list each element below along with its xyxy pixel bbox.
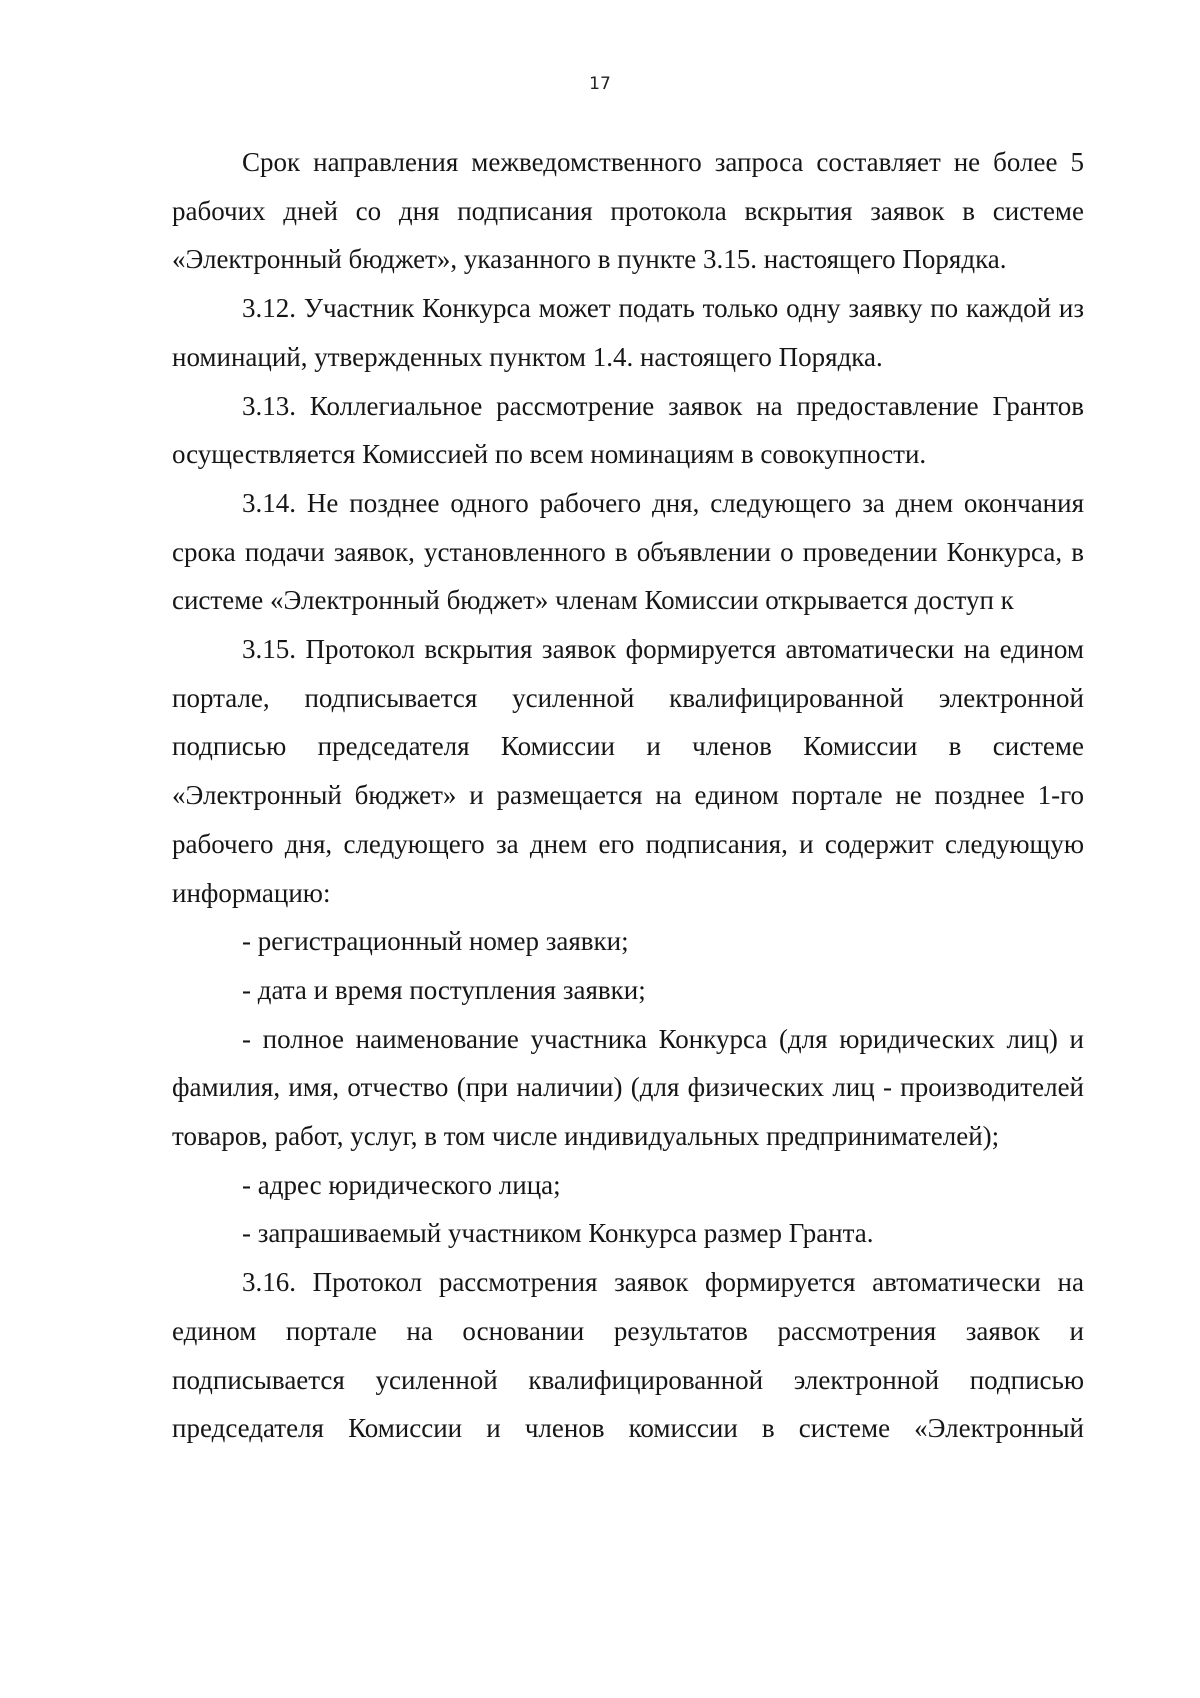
paragraph-3-12: 3.12. Участник Конкурса может подать только одну заявку по каждой из номинаций, утвержденных пунктом 1.4. настоящего Порядка.	[172, 293, 1084, 372]
document-body	[172, 138, 1084, 1453]
list-item-registration-number: - регистрационный номер заявки;	[242, 926, 629, 957]
paragraph-3-16: 3.16. Протокол рассмотрения заявок формируется автоматически на едином портале на основании результатов рассмотрения заявок и подписывается усиленной квалифицированной электронной подписью председателя Комиссии и членов комиссии в системе «Электронный	[172, 1267, 1084, 1444]
list-item-date-time: - дата и время поступления заявки;	[242, 974, 646, 1005]
paragraph-3-13: 3.13. Коллегиальное рассмотрение заявок на предоставление Грантов осуществляется Комиссией по всем номинациям в совокупности.	[172, 390, 1084, 470]
paragraph-3-14: 3.14. Не позднее одного рабочего дня, следующего за днем окончания срока подачи заявок, установленного в объявлении о проведении Конкурса, в системе «Электронный бюджет» членам Комиссии открывается доступ к	[172, 487, 1084, 616]
list-item-legal-address: - адрес юридического лица;	[242, 1169, 561, 1200]
list-item-grant-amount: - запрашиваемый участником Конкурса размер Гранта.	[242, 1218, 874, 1249]
paragraph-request-deadline: Срок направления межведомственного запроса составляет не более 5 рабочих дней со дня подписания протокола вскрытия заявок в системе «Электронный бюджет», указанного в пункте 3.15. настоящего Порядка.	[172, 147, 1084, 275]
list-item-full-name: - полное наименование участника Конкурса (для юридических лиц) и фамилия, имя, отчество (при наличии) (для физических лиц - производителей товаров, работ, услуг, в том числе индивидуальных предпринимателей);	[172, 1023, 1084, 1152]
page-number: 17	[589, 74, 611, 94]
paragraph-3-15: 3.15. Протокол вскрытия заявок формируется автоматически на едином портале, подписывается усиленной квалифицированной электронной подписью председателя Комиссии и членов Комиссии в системе «Электронный бюджет» и размещается на едином портале не позднее 1-го рабочего дня, следующего за днем его подписания, и содержит следующую информацию:	[172, 634, 1084, 908]
